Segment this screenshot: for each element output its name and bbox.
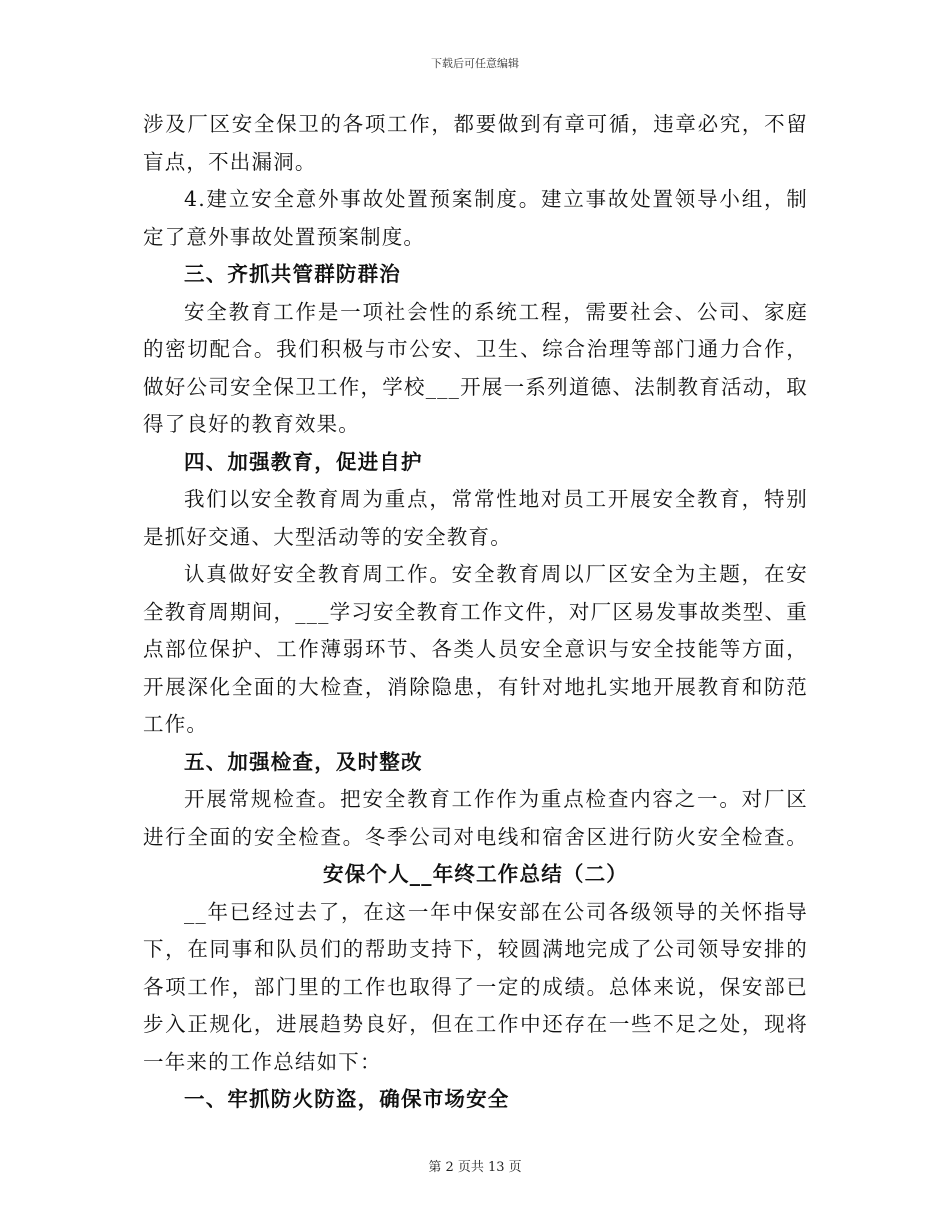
paragraph-line: 是抓好交通、大型活动等的安全教育。: [143, 524, 512, 549]
section-heading: 三、齐抓共管群防群治: [184, 262, 401, 286]
section-heading: 一、牢抓防火防盗，确保市场安全: [184, 1087, 510, 1111]
paragraph-line: 一年来的工作总结如下：: [143, 1049, 382, 1074]
paragraph-line: 开展深化全面的大检查，消除隐患，有针对地扎实地开展教育和防范: [143, 674, 808, 699]
paragraph-line: 全教育周期间，___学习安全教育工作文件，对厂区易发事故类型、重: [143, 599, 808, 624]
paragraph-line: 步入正规化，进展趋势良好，但在工作中还存在一些不足之处，现将: [143, 1012, 808, 1036]
paragraph-line: 下，在同事和队员们的帮助支持下，较圆满地完成了公司领导安排的: [143, 937, 808, 961]
paragraph-line: 定了意外事故处置预案制度。: [143, 224, 426, 249]
paragraph-line: 的密切配合。我们积极与市公安、卫生、综合治理等部门通力合作，: [143, 337, 808, 361]
paragraph-line: 点部位保护、工作薄弱环节、各类人员安全意识与安全技能等方面，: [143, 637, 808, 661]
section-heading: 五、加强检查，及时整改: [184, 749, 423, 774]
section-heading: 四、加强教育，促进自护: [184, 449, 423, 474]
document-title: 安保个人__年终工作总结（二）: [323, 862, 628, 886]
paragraph-line: 做好公司安全保卫工作，学校___开展一系列道德、法制教育活动，取: [143, 374, 808, 399]
paragraph-line: 各项工作，部门里的工作也取得了一定的成绩。总体来说，保安部已: [143, 974, 808, 999]
page-footer: 第 2 页共 13 页: [428, 1160, 522, 1175]
paragraph-line: 进行全面的安全检查。冬季公司对电线和宿舍区进行防火安全检查。: [143, 824, 808, 849]
paragraph-line: 认真做好安全教育周工作。安全教育周以厂区安全为主题，在安: [184, 562, 808, 586]
page-header: 下载后可任意编辑: [431, 57, 519, 70]
paragraph-line: 4.建立安全意外事故处置预案制度。建立事故处置领导小组，制: [184, 187, 808, 211]
paragraph-line: 开展常规检查。把安全教育工作作为重点检查内容之一。对厂区: [184, 787, 808, 811]
paragraph-line: 得了良好的教育效果。: [143, 412, 360, 436]
paragraph-line: 安全教育工作是一项社会性的系统工程，需要社会、公司、家庭: [184, 299, 808, 324]
paragraph-line: 工作。: [143, 712, 209, 736]
paragraph-line: 涉及厂区安全保卫的各项工作，都要做到有章可循，违章必究，不留: [143, 112, 808, 136]
paragraph-line: 我们以安全教育周为重点，常常性地对员工开展安全教育，特别: [184, 487, 808, 511]
paragraph-line: __年已经过去了，在这一年中保安部在公司各级领导的关怀指导: [184, 899, 808, 924]
document-body: [143, 106, 808, 1119]
paragraph-line: 盲点，不出漏洞。: [143, 149, 317, 174]
